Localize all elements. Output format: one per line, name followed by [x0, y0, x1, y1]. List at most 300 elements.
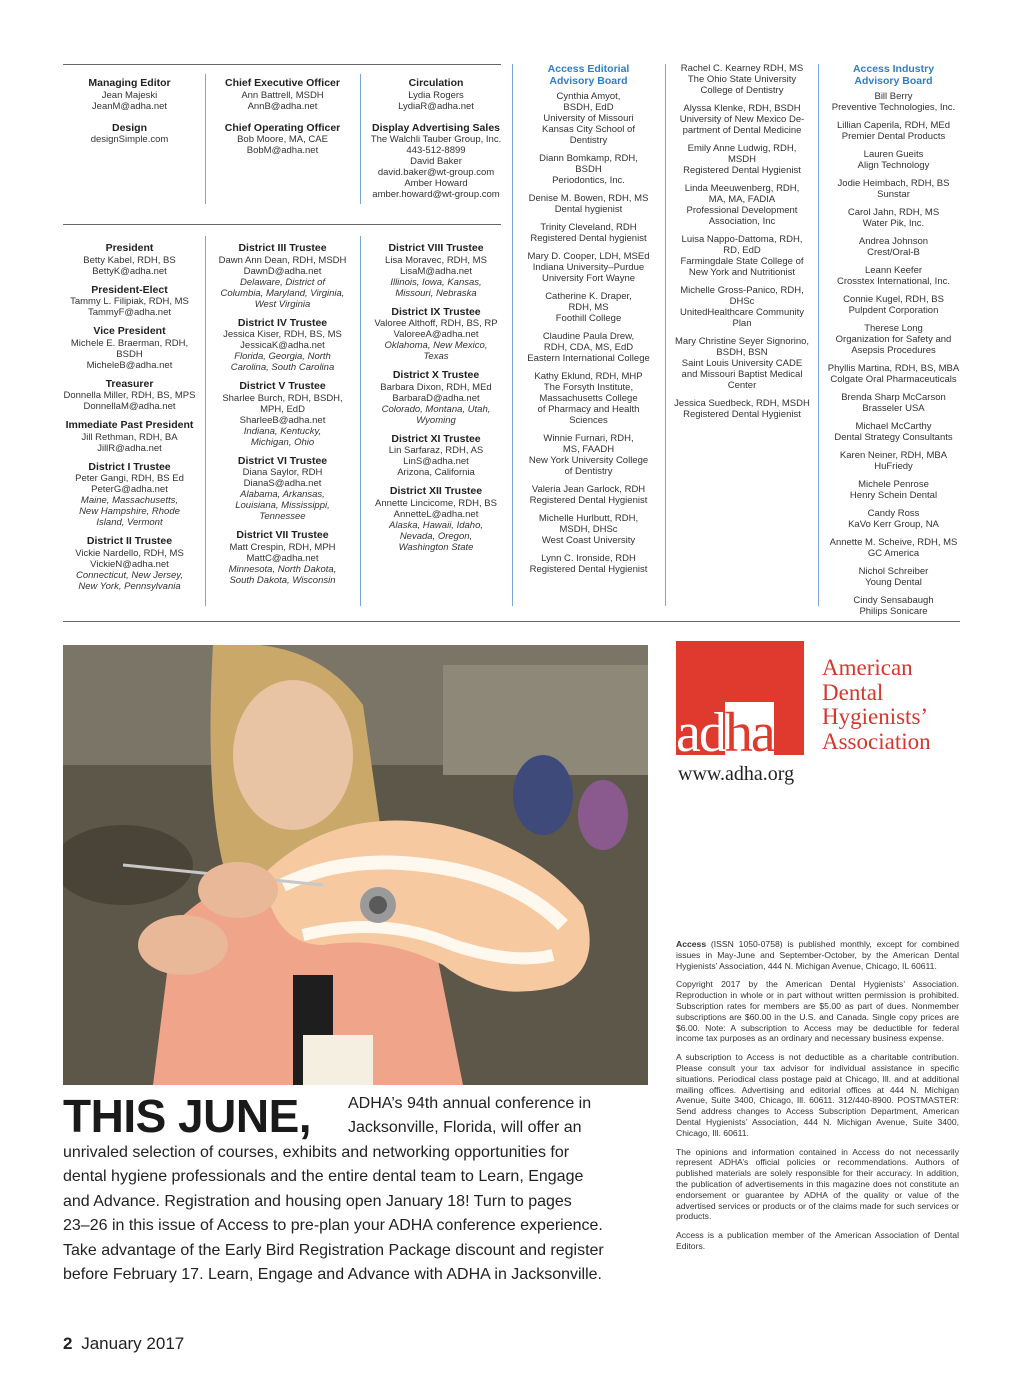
board-member-line: RDH, MS — [568, 302, 609, 313]
block-line: The Walchli Tauber Group, Inc. — [370, 134, 502, 145]
block-line: Diana Saylor, RDH — [242, 467, 323, 478]
block-line: designSimple.com — [90, 134, 169, 145]
board-member-line: Candy Ross — [867, 508, 920, 519]
board-member-line: Jodie Heimbach, RDH, BS — [837, 178, 950, 189]
block-region: Missouri, Nebraska — [395, 287, 477, 299]
officers-col-2 — [212, 242, 353, 586]
logo-mark-part: ad — [676, 702, 725, 764]
block-line: Dawn Ann Dean, RDH, MSDH — [218, 254, 347, 266]
block-line: TammyF@adha.net — [87, 307, 172, 318]
board-member-line: Winnie Furnari, RDH, — [543, 433, 634, 444]
block-title: District VII Trustee — [236, 529, 329, 541]
board-member-line: Rachel C. Kearney RDH, MS — [680, 63, 804, 74]
board-member-line: Emily Anne Ludwig, RDH, — [687, 143, 797, 154]
board-member-line: Dentistry — [569, 135, 608, 146]
board-member-line: Align Technology — [857, 160, 930, 171]
block-line: Donnella Miller, RDH, BS, MPS — [63, 390, 196, 401]
board-member-line: Indiana University–Purdue — [532, 262, 645, 273]
promo-line: before February 17. Learn, Engage and Advance with ADHA in Jacksonville. — [63, 1266, 602, 1283]
board-member-line: The Forsyth Institute, — [543, 382, 634, 393]
board-member-line: Leann Keefer — [864, 265, 923, 276]
block-line: BarbaraD@adha.net — [392, 392, 480, 404]
board-member — [669, 285, 815, 329]
board-member-line: Alyssa Klenke, RDH, BSDH — [683, 103, 801, 114]
board-member — [822, 566, 965, 588]
board-member-line: Registered Dental Hygienist — [529, 495, 648, 506]
block-title: District IV Trustee — [237, 316, 328, 329]
board-member — [516, 484, 661, 506]
block-line: LydiaR@adha.net — [398, 100, 474, 112]
board-member-line: Pulpdent Corporation — [848, 305, 939, 316]
notice-paragraph — [676, 1230, 959, 1252]
board-member-line: KaVo Kerr Group, NA — [848, 519, 939, 530]
board-member — [669, 336, 815, 391]
block-title: Immediate Past President — [65, 419, 194, 431]
board-member-line: Sunstar — [877, 189, 910, 200]
board-member-line: HuFriedy — [874, 461, 913, 472]
board-member-line: Annette M. Scheive, RDH, MS — [829, 537, 958, 548]
block-region: Island, Vermont — [96, 517, 163, 528]
board-member-line: BSDH, BSN — [716, 347, 768, 358]
block-title: Design — [111, 121, 147, 134]
block-line: Ann Battrell, MSDH — [241, 89, 324, 101]
block-line: Lin Sarfaraz, RDH, AS — [388, 445, 484, 456]
board-member-line: Kathy Eklund, RDH, MHP — [534, 371, 643, 382]
board-member — [516, 251, 661, 284]
board-member-line: BSDH — [575, 164, 602, 175]
board-member — [516, 153, 661, 186]
col-divider — [205, 236, 206, 606]
board-member-line: Therese Long — [864, 323, 923, 334]
promo-line: ADHA’s 94th annual conference in — [348, 1095, 592, 1112]
block-line: SharleeB@adha.net — [239, 414, 326, 426]
board-member-line: The Ohio State University — [687, 74, 797, 85]
page-footer — [63, 1334, 184, 1354]
block-line: Valoree Althoff, RDH, BS, RP — [374, 318, 498, 329]
board-member — [822, 294, 965, 316]
block-region: Michigan, Ohio — [250, 436, 315, 448]
board-member — [516, 291, 661, 324]
notice-text: The opinions and information contained in Access do not necessarily represent ADHA’s official policies or recommendations. Authors of published materials are solely responsible for their accuracy. In addition, the publication of advertisements in this magazine does not constitute an endorsement or guarantee by ADHA of the quality or value of the advertised services or products or of the claims made for such services or products. — [676, 1146, 959, 1222]
notice-paragraph — [676, 1052, 959, 1138]
col-divider — [512, 64, 513, 606]
board-member-line: Registered Dental Hygienist — [683, 409, 801, 420]
block-line: LinS@adha.net — [403, 456, 469, 467]
block-line: BobM@adha.net — [246, 145, 319, 156]
block-line: DonnellaM@adha.net — [83, 401, 176, 412]
board-member-line: Henry Schein Dental — [849, 490, 938, 501]
board-member-line: Periodontics, Inc. — [552, 175, 625, 186]
board-member-line: Lauren Gueits — [863, 149, 924, 160]
block-line: VickieN@adha.net — [90, 558, 169, 570]
notice-text: (ISSN 1050-0758) is published monthly, except for combined issues in May-June and September-October, by the American Dental Hygienists’ Association, 444 N. Michigan Avenue, Chicago, IL 60611. — [676, 939, 959, 971]
block-line: Barbara Dixon, RDH, MEd — [380, 381, 492, 393]
association-name-line: Association — [822, 728, 931, 754]
board-member-line: Saint Louis University CADE — [681, 358, 803, 369]
board-member-line: Carol Jahn, RDH, MS — [847, 207, 940, 218]
block-region: Connecticut, New Jersey, — [75, 569, 183, 581]
block-line: Amber Howard — [404, 178, 468, 189]
board-member — [669, 63, 815, 96]
board-member-line: Crest/Oral-B — [867, 247, 920, 258]
board-member-line: Brasseler USA — [862, 403, 925, 414]
block-title: District XI Trustee — [391, 432, 481, 445]
board-member-line: Plan — [732, 318, 752, 329]
page-number: 2 — [63, 1334, 73, 1353]
block-line: Vickie Nardello, RDH, MS — [75, 547, 184, 559]
block-line: MattC@adha.net — [246, 552, 319, 564]
block-region: Alaska, Hawaii, Idaho, — [389, 519, 483, 531]
board-member-line: Farmingdale State College of — [680, 256, 804, 267]
issue-date: January 2017 — [81, 1334, 185, 1353]
block-line: 443-512-8899 — [406, 145, 466, 156]
board-member-line: Lillian Caperila, RDH, MEd — [837, 120, 950, 131]
board-member-line: University of Missouri — [543, 113, 634, 124]
block-line: Jessica Kiser, RDH, BS, MS — [223, 329, 342, 340]
board-member-line: Center — [727, 380, 757, 391]
board-member — [669, 103, 815, 136]
promo-line: Take advantage of the Early Bird Registration Package discount and register — [63, 1242, 604, 1259]
block-line: Bob Moore, MA, CAE — [237, 134, 328, 145]
promo-line: unrivaled selection of courses, exhibits and networking opportunities for — [63, 1144, 570, 1161]
board-member-line: Linda Meeuwenberg, RDH, — [684, 183, 800, 194]
board-member-line: Michelle Hurlbutt, RDH, — [538, 513, 639, 524]
board-member-line: GC America — [867, 548, 920, 559]
board-member-line: Crosstex International, Inc. — [837, 276, 950, 287]
staff-col-1 — [63, 77, 196, 145]
board-member-line: MSDH, DHSc — [559, 524, 618, 535]
board-member-line: Connie Kugel, RDH, BS — [843, 294, 944, 305]
promo-headline: THIS JUNE, — [63, 1090, 312, 1142]
block-region: Delaware, District of — [240, 276, 325, 288]
col-divider — [665, 64, 666, 606]
board-member — [822, 508, 965, 530]
block-region: Alabama, Arkansas, — [240, 489, 325, 500]
block-line: AnnB@adha.net — [247, 100, 318, 112]
board-member-line: Jessica Suedbeck, RDH, MSDH — [674, 398, 810, 409]
block-title: Display Advertising Sales — [372, 121, 500, 134]
board-member — [669, 183, 815, 227]
board-member-line: Foothill College — [555, 313, 622, 324]
board-member-line: Mary Christine Seyer Signorino, — [674, 336, 810, 347]
industry-board-title — [822, 63, 965, 87]
board-member-line: Young Dental — [865, 577, 922, 588]
board-member-line: University Fort Wayne — [541, 273, 636, 284]
board-member-line: Kansas City School of — [542, 124, 635, 135]
block-region: Oklahoma, New Mexico, — [384, 340, 488, 351]
block-region: Colorado, Montana, Utah, — [381, 403, 491, 415]
block-region: South Dakota, Wisconsin — [229, 574, 336, 586]
board-member-line: RDH, CDA, MS, EdD — [543, 342, 634, 353]
board-member-line: MA, MA, FADIA — [708, 194, 776, 205]
notice-text: A subscription to Access is not deductible as a charitable contribution. Please consult your tax advisor for individual assistance in specific situations. Periodical class postage paid at Chicago, Ill. and at additional mailing offices. Advertising and editorial offices at 444 N. Michigan Avenue, Suite 3400, Chicago, Ill. 60611. 312/440-8900. POSTMASTER: Send address changes to Access Subscription Department, American Dental Hygienists’ Association, 444 N. Michigan Avenue, Suite 3400, Chicago, Ill. 60611. — [676, 1052, 959, 1138]
notice-paragraph — [676, 1147, 959, 1223]
block-line: BSDH — [116, 348, 143, 360]
board-member-line: Denise M. Bowen, RDH, MS — [528, 193, 649, 204]
block-line: Betty Kabel, RDH, BS — [83, 254, 176, 266]
block-title: District I Trustee — [88, 460, 171, 473]
editorial-board-continued — [669, 63, 815, 427]
board-member-line: and Missouri Baptist Medical — [681, 369, 803, 380]
board-member-line: of Dentistry — [564, 466, 613, 477]
block-line: JessicaK@adha.net — [240, 340, 325, 351]
block-title: Chief Operating Officer — [224, 121, 341, 134]
officers-col-1 — [63, 242, 196, 592]
board-member-line: RD, EdD — [723, 245, 761, 256]
industry-board — [822, 63, 965, 624]
board-member-line: College of Dentistry — [700, 85, 784, 96]
board-member — [822, 120, 965, 142]
adha-logo-mark-text — [676, 702, 774, 764]
block-region: Illinois, Iowa, Kansas, — [390, 276, 482, 288]
board-member-line: Dental Strategy Consultants — [834, 432, 953, 443]
industry-board-title-line: Access Industry — [852, 63, 935, 75]
board-member — [516, 91, 661, 146]
block-line: ValoreeA@adha.net — [393, 329, 479, 340]
board-member — [669, 143, 815, 176]
board-member — [669, 398, 815, 420]
block-title: President — [105, 242, 154, 254]
board-member — [516, 553, 661, 575]
block-region: Texas — [423, 351, 449, 362]
block-line: JillR@adha.net — [97, 442, 162, 454]
block-title: District XII Trustee — [389, 485, 483, 497]
block-title: District VI Trustee — [237, 454, 328, 467]
block-line: David Baker — [410, 156, 462, 167]
board-member-line: Trinity Cleveland, RDH — [540, 222, 637, 233]
board-member-line: partment of Dental Medicine — [682, 125, 802, 136]
board-member-line: Colgate Oral Pharmaceuticals — [830, 374, 957, 385]
block-region: Tennessee — [259, 511, 306, 522]
block-region: Nevada, Oregon, — [399, 530, 473, 542]
block-line: Tammy L. Filipiak, RDH, MS — [70, 296, 189, 307]
board-member-line: Association, Inc — [708, 216, 776, 227]
board-member-line: Philips Sonicare — [859, 606, 928, 617]
board-member-line: Bill Berry — [874, 91, 913, 102]
staff-col-2 — [212, 77, 353, 156]
editorial-board-title-line: Advisory Board — [549, 75, 628, 87]
board-member-line: Premier Dental Products — [841, 131, 946, 142]
block-title: Vice President — [93, 325, 166, 337]
block-region: Maine, Massachusetts, — [80, 495, 179, 506]
board-member-line: Karen Neiner, RDH, MBA — [839, 450, 948, 461]
officers-col-3 — [366, 242, 506, 553]
association-name-line: Hygienists’ — [822, 704, 929, 729]
notice-text: Access is a publication member of the American Association of Dental Editors. — [676, 1230, 959, 1251]
block-title: District V Trustee — [239, 380, 326, 392]
board-member — [516, 193, 661, 215]
block-line: LisaM@adha.net — [400, 265, 472, 277]
block-region: New Hampshire, Rhode — [79, 506, 180, 517]
board-member-line: MSDH — [728, 154, 756, 165]
board-member-line: Phyllis Martina, RDH, BS, MBA — [827, 363, 960, 374]
board-member-line: Cynthia Amyot, — [556, 91, 621, 102]
block-line: DianaS@adha.net — [243, 478, 322, 489]
dental-model-photo-illustration — [63, 645, 648, 1085]
block-line: DawnD@adha.net — [243, 265, 322, 277]
block-line: PeterG@adha.net — [91, 484, 168, 495]
board-member-line: Registered Dental Hygienist — [683, 165, 801, 176]
block-title: President-Elect — [91, 283, 168, 296]
board-member-line: Catherine K. Draper, — [545, 291, 632, 302]
board-member-line: Michelle Gross-Panico, RDH, — [680, 285, 804, 296]
block-line: Jean Majeski — [101, 89, 158, 101]
promo-line: dental hygiene professionals and the entire dental team to Learn, Engage — [63, 1168, 584, 1185]
board-member-line: Nichol Schreiber — [858, 566, 929, 577]
editorial-board-title-line: Access Editorial — [547, 63, 630, 75]
mid-rule — [63, 224, 501, 225]
association-name-line: American — [822, 655, 913, 680]
notice-paragraph — [676, 939, 959, 971]
adha-logo-mark — [676, 702, 804, 764]
board-member-line: Water Pik, Inc. — [862, 218, 925, 229]
board-member — [669, 234, 815, 278]
block-region: Columbia, Maryland, Virginia, — [220, 287, 345, 299]
board-member-line: University of New Mexico De- — [679, 114, 805, 125]
block-title: Treasurer — [105, 377, 154, 390]
block-line: Lisa Moravec, RDH, MS — [385, 254, 487, 266]
board-member-line: West Coast University — [541, 535, 636, 546]
block-title: District X Trustee — [392, 369, 480, 381]
board-member-line: Preventive Technologies, Inc. — [831, 102, 956, 113]
board-member — [822, 363, 965, 385]
col-divider — [360, 236, 361, 606]
board-member-line: Registered Dental Hygienist — [529, 564, 648, 575]
association-name — [822, 656, 931, 754]
block-line: Jill Rethman, RDH, BA — [81, 431, 178, 443]
block-line: Peter Gangi, RDH, BS Ed — [75, 473, 184, 484]
board-member-line: Cindy Sensabaugh — [853, 595, 934, 606]
board-member — [822, 236, 965, 258]
board-member-line: Michael McCarthy — [855, 421, 932, 432]
top-rule — [63, 64, 501, 65]
board-member — [822, 392, 965, 414]
notice-lead: Access — [676, 939, 707, 949]
block-title: Managing Editor — [88, 77, 171, 89]
block-line: BettyK@adha.net — [92, 265, 167, 277]
board-member-line: Professional Development — [686, 205, 798, 216]
conference-photo — [63, 645, 648, 1085]
notice-paragraph — [676, 979, 959, 1044]
block-line: Arizona, California — [397, 467, 475, 478]
col-divider — [205, 74, 206, 204]
board-member — [822, 421, 965, 443]
block-region: Indiana, Kentucky, — [243, 425, 322, 437]
board-member-line: Asepsis Procedures — [851, 345, 936, 356]
block-region: New York, Pennsylvania — [78, 580, 181, 592]
notice-text: Copyright 2017 by the American Dental Hygienists’ Association. Reproduction in whole or in part without written permission is prohibited. Subscription rates for members are $5.00 as part of dues. Nonmember subscriptions are $60.00 in the U.S. and Canada. Single copy prices are $6.00. Note: A subscription to Access may be deductible for federal income tax purposes as an ordinary and necessary business expense. — [676, 979, 959, 1044]
board-member-line: UnitedHealthcare Community — [679, 307, 805, 318]
board-member-line: MS, FAADH — [562, 444, 615, 455]
block-region: West Virginia — [254, 298, 311, 310]
block-line: Sharlee Burch, RDH, BSDH, — [222, 392, 343, 404]
block-region: Florida, Georgia, North — [234, 351, 331, 362]
block-line: AnnetteL@adha.net — [393, 508, 479, 520]
board-member — [822, 265, 965, 287]
board-member-line: Dental hygienist — [554, 204, 623, 215]
block-line: Lydia Rogers — [408, 89, 464, 101]
board-member — [516, 331, 661, 364]
board-member — [516, 433, 661, 477]
board-member-line: Andrea Johnson — [858, 236, 929, 247]
board-member — [822, 149, 965, 171]
board-member — [516, 513, 661, 546]
industry-board-title-line: Advisory Board — [854, 75, 933, 87]
logo-mark-part: ha — [724, 702, 774, 764]
block-title: District II Trustee — [86, 535, 173, 547]
promo-line: 23–26 in this issue of Access to pre-plan your ADHA conference experience. — [63, 1217, 603, 1234]
block-region: Minnesota, North Dakota, — [228, 563, 337, 575]
block-title: District IX Trustee — [391, 305, 481, 318]
block-line: Matt Crespin, RDH, MPH — [229, 541, 336, 553]
block-region: Washington State — [398, 541, 474, 553]
board-member-line: Lynn C. Ironside, RDH — [541, 553, 636, 564]
board-member — [822, 479, 965, 501]
board-member — [822, 323, 965, 356]
board-member-line: Eastern International College — [527, 353, 650, 364]
block-line: Annette Lincicome, RDH, BS — [375, 497, 497, 509]
block-line: MPH, EdD — [260, 403, 305, 415]
board-member-line: New York University College — [528, 455, 649, 466]
board-member-line: Brenda Sharp McCarson — [841, 392, 946, 403]
board-member-line: DHSc — [729, 296, 755, 307]
board-member-line: Luisa Nappo-Dattoma, RDH, — [681, 234, 803, 245]
board-member-line: Diann Bomkamp, RDH, — [539, 153, 638, 164]
board-member-line: Michele Penrose — [858, 479, 929, 490]
block-line: MicheleB@adha.net — [86, 359, 173, 371]
block-title: Circulation — [408, 77, 464, 89]
board-member — [822, 91, 965, 113]
block-region: Louisiana, Mississippi, — [235, 500, 330, 511]
board-member-line: Organization for Safety and — [835, 334, 952, 345]
board-member — [822, 450, 965, 472]
block-title: District VIII Trustee — [388, 242, 484, 254]
col-divider — [360, 74, 361, 204]
block-line: david.baker@wt-group.com — [377, 167, 495, 178]
editorial-board-title — [516, 63, 661, 87]
block-title: Chief Executive Officer — [225, 77, 340, 89]
board-member-line: of Pharmacy and Health — [537, 404, 640, 415]
block-region: Carolina, South Carolina — [230, 362, 335, 373]
promo-line: and Advance. Registration and housing open January 18! Turn to pages — [63, 1193, 572, 1210]
col-divider — [818, 64, 819, 606]
publication-notice — [676, 939, 959, 1260]
block-line: amber.howard@wt-group.com — [372, 189, 500, 200]
board-member-line: Massachusetts College — [539, 393, 638, 404]
association-name-line: Dental — [822, 679, 884, 705]
board-member-line: Claudine Paula Drew, — [542, 331, 635, 342]
board-member-line: Valeria Jean Garlock, RDH — [531, 484, 646, 495]
board-member-line: New York and Nutritionist — [688, 267, 796, 278]
board-member-line: Registered Dental hygienist — [530, 233, 647, 244]
board-member — [822, 595, 965, 617]
block-line: JeanM@adha.net — [91, 100, 168, 112]
editorial-board — [516, 63, 661, 582]
board-member-line: Sciences — [569, 415, 608, 426]
promo-line: Jacksonville, Florida, will offer an — [348, 1119, 582, 1136]
board-member-line: BSDH, EdD — [563, 102, 614, 113]
board-member — [822, 537, 965, 559]
board-member — [516, 371, 661, 426]
staff-col-3 — [366, 77, 506, 200]
board-member-line: Mary D. Cooper, LDH, MSEd — [527, 251, 650, 262]
board-member — [516, 222, 661, 244]
block-line: Michele E. Braerman, RDH, — [70, 337, 189, 349]
block-title: District III Trustee — [238, 242, 327, 254]
website-link[interactable]: www.adha.org — [678, 763, 795, 785]
board-member — [822, 207, 965, 229]
block-region: Wyoming — [416, 414, 456, 426]
